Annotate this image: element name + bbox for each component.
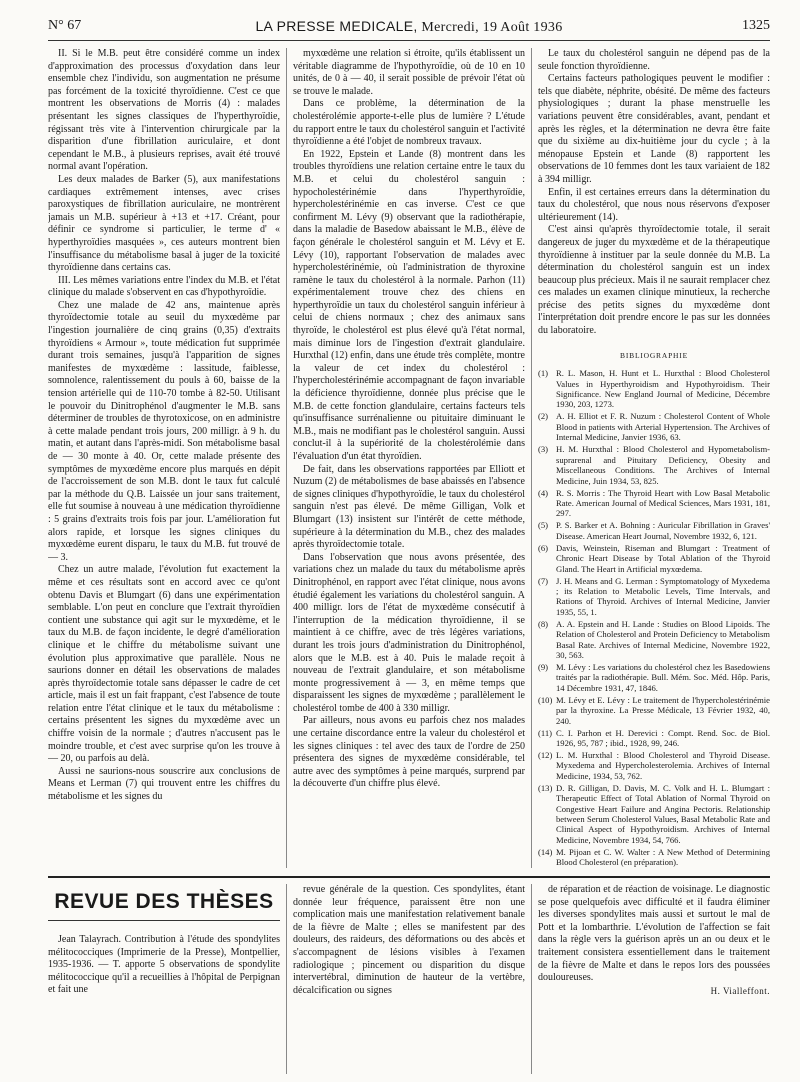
ref-number: (12) xyxy=(538,750,553,760)
bibliography-title: BIBLIOGRAPHIE xyxy=(620,350,688,360)
ref-number: (5) xyxy=(538,520,549,531)
bibliography-entry xyxy=(538,728,770,749)
bibliography-entry xyxy=(538,695,770,726)
article-body xyxy=(48,48,770,868)
ref-number: (7) xyxy=(538,575,549,586)
paragraph: C'est ainsi qu'après thyroïdectomie totale, il serait dangereux de juger du myxœdème et de la thérapeutique thyroïdienne à instituer par la seule donnée du M.B. La détermination du cholestérol sanguin est un index beaucoup plus précieux. Mais il ne saurait remplacer chez ces malades un examen clinique minutieux, la recherche précise des petits signes du myxœdème dont l'interprétation doit prendre encore le pas sur les données du laboratoire. xyxy=(538,224,770,337)
column-rule xyxy=(286,884,287,1074)
ref-text: A. H. Elliot et F. R. Nuzum : Cholesterol Content of Whole Blood in patients with Arterial Hypertension. The Archives of Internal Medicine, Janvier 1936, 63. xyxy=(556,411,770,443)
ref-text: J. H. Means and G. Lerman : Symptomatology of Myxedema ; its Relation to Metabolic Levels, Time Intervals, and Rations of Thyroid. Archives of Internal Medicine, Janvier 1935, 55, 1. xyxy=(556,575,770,617)
revue-column-1 xyxy=(48,934,280,997)
ref-number: (9) xyxy=(538,661,549,672)
ref-number: (2) xyxy=(538,411,549,422)
paragraph: En 1922, Epstein et Lande (8) montrent dans les troubles thyroïdiens une relation certaine entre le taux du M.B. et celui du cholestérol sanguin : hypocholestérinémie dans l'hyperthyroïdie, hypercholestérinémie en cas inverse. C'est ce que confirment M. Lévy (9) observant que la radiothérapie, dans la maladie de Basedow abaissant le M.B., élève de façon générale le cholestérol sanguin et M. Lévy et E. Lévy (10), rapportant l'observation de malades avec hypercholestérinémie, où l'administration de thyroxine ramène le taux du cholestérol à la normale. Parhon (11) expérimentalement trouve chez des chiens en hyperthyroïdie un taux du cholestérol sanguin inférieur à celui de chiens normaux ; chez des animaux sans thyroïde, le cholestérol est plus élevé qu'à l'état normal, mais diminue lors de l'ingestion d'extrait glandulaire. Hurxthal (12) enfin, dans une étude très complète, montre la valeur de cet index du cholestérol : l'hypercholestérinémie accompagnant de façon invariable la déficience thyroïdienne, donnée plus précise que le M.B. de cette fonction glandulaire, certains facteurs tels qu'insuffisance surrénalienne ou pituitaire diminuant le M.B., mais ne modifiant pas le cholestérol sanguin. Aussi conclut-il à la supériorité de la cholestérolémie dans l'évaluation d'un état thyroïdien. xyxy=(293,148,525,462)
bibliography-entry xyxy=(538,783,770,845)
section-heading: REVUE DES THÈSES xyxy=(48,890,280,921)
paragraph: Enfin, il est certaines erreurs dans la détermination du taux du cholestérol, que nous nous réservons d'exposer ultérieurement (14). xyxy=(538,186,770,223)
ref-text: R. L. Mason, H. Hunt et L. Hurxthal : Blood Cholesterol Values in Hyperthyroidism and Hypothyroidism. Their Significance. New England Journal of Medicine, Décembre 1930, 203, 1273. xyxy=(556,368,770,410)
ref-number: (3) xyxy=(538,444,549,455)
article-column-2 xyxy=(293,48,525,868)
ref-text: M. Lévy : Les variations du cholestérol chez les Basedowiens traités par la radiothérapie. Bull. Mém. Soc. Méd. Hôp. Paris, 14 Décembre 1931, 47, 1846. xyxy=(556,661,770,693)
ref-number: (11) xyxy=(538,727,552,738)
paragraph: revue générale de la question. Ces spondylites, étant donnée leur fréquence, paraissent être non une complication mais une manifestation relativement banale de la fièvre de Malte ; elles se manifestent par des douleurs, des raideurs, des déformations ou des abcès et s'accompagnent de lésions visibles à l'examen radiologique ; pincement ou disparition du disque intervertébral, diminution de hauteur de la vertèbre, décalcification ou signes xyxy=(293,884,525,996)
ref-text: Davis, Weinstein, Riseman and Blumgart : Treatment of Chronic Heart Disease by Total Ablation of the Thyroid Gland. The Heart in Artificial myxœdema. xyxy=(556,542,770,574)
paragraph: Chez une malade de 42 ans, maintenue après thyroïdectomie totale au seuil du myxœdème par l'ingestion journalière de cinq grains (0,35) d'extraits thyroïdiens « Armour », toute médication fut supprimée durant trois semaines, jusqu'à l'apparition de signes manifestes de myxœdème : lassitude, faiblesse, somnolence, ralentissement du pouls à 60, baisse de la tension artérielle qui de 110-70 tombe à 82-50. Utilisant le pouvoir du Dinitrophénol d'augmenter le M.B. sans déterminer de troubles de thyrotoxicose, on en administre à cette malade pendant trois jours, 200 milligr. à 9 h. du matin, et autant dans l'après-midi. Son métabolisme basal de — 30 monte à 40. Or, cette malade présente des symptômes de myxœdème encore plus marqués en dépit de l'accroissement de son M.B. dont le taux fut calculé par la méthode du Q.B. Laissée un jour sans traitement, elle fut soumise à nouveau à une médication thyroïdienne : 5 grains d'extraits trois fois par jour. L'amélioration fut alors rapide, et lorsque les signes cliniques du myxœdème eurent disparu, le taux du M.B. fut trouvé de — 3. xyxy=(48,299,280,563)
bibliography-entry xyxy=(538,750,770,781)
ref-text: A. A. Epstein and H. Lande : Studies on Blood Lipoids. The Relation of Cholesterol and Protein Deficiency to Metabolism Basal Rate. Archives of Internal Medicine, Novembre 1922, 30, 563. xyxy=(556,618,770,660)
ref-text: M. Lévy et E. Lévy : Le traitement de l'hypercholestérinémie par la thyroxine. La Presse Médicale, 13 Février 1932, 40, 240. xyxy=(556,694,770,726)
paragraph: Chez un autre malade, l'évolution fut exactement la même et ces résultats sont en accord avec ce qu'ont obtenu Davis et Blumgart (6) dans une expérimentation semblable. L'on peut en conclure que l'extrait thyroïdien contient une substance qui agit sur le myxœdème, et le taux du M.B. de façon incidente, le degré d'amélioration clinique et le chiffre du métabolisme suivant une évolution plus approximative que parallèle. Nous ne saurions donner en détail les observations de malades après thyroïdectomie totale sans dépasser le cadre de cet article, mais il est un fait frappant, c'est l'absence de toute relation entre l'état clinique et le taux du métabolisme : certains présentent les signes du myxœdème avec un chiffre voisin de la normale ; d'autres n'accusent pas le moindre trouble, et c'est avec surprise qu'on les trouve à — 20, ou parfois au delà. xyxy=(48,564,280,765)
page-number: 1325 xyxy=(742,18,770,33)
revue-des-theses-section xyxy=(48,884,770,1074)
ref-number: (6) xyxy=(538,542,549,553)
ref-text: P. S. Barker et A. Bohning : Auricular Fibrillation in Graves' Disease. American Heart Journal, Novembre 1932, 6, 121. xyxy=(556,520,770,541)
ref-number: (13) xyxy=(538,782,553,793)
paragraph: III. Les mêmes variations entre l'index du M.B. et l'état clinique du malade s'observent en cas d'hypothyroïdie. xyxy=(48,274,280,299)
section-divider xyxy=(48,876,770,878)
bibliography-entry xyxy=(538,662,770,693)
ref-number: (10) xyxy=(538,694,553,705)
paragraph: de réparation et de réaction de voisinage. Le diagnostic se pose quelquefois avec difficulté et il faudra éliminer les diverses spondylites mais aussi et surtout le mal de Pott et la lombarthrie. L'évolution de l'affection se fait dans la règle vers la guérison après un an ou deux et le traitement consistera essentiellement dans le traitement de la fièvre de Malte et dans le repos lors des poussées douloureuses. xyxy=(538,884,770,984)
bibliography-entry xyxy=(538,488,770,519)
ref-text: C. I. Parhon et H. Derevici : Compt. Rend. Soc. de Biol. 1926, 95, 787 ; ibid., 1928, 99, 246. xyxy=(556,727,770,748)
column-rule xyxy=(531,884,532,1074)
ref-number: (8) xyxy=(538,618,549,629)
ref-text: D. R. Gilligan, D. Davis, M. C. Volk and H. L. Blumgart : Therapeutic Effect of Total Ablation of Normal Thyroid on Congestive Heart Failure and Angina Pectoris. Relationship between Serum Cholesterol Values, Basal Metabolic Rate and Clinical Aspect of Hypothyroidism. Archives of Internal Medicine, Novembre 1934, 54, 766. xyxy=(556,782,770,845)
bibliography-entry xyxy=(538,444,770,486)
bibliography-entry xyxy=(538,411,770,442)
revue-column-2 xyxy=(293,884,525,997)
bibliography-entry xyxy=(538,368,770,410)
ref-text: H. M. Hurxthal : Blood Cholesterol and Hypometabolism-suprarenal and Pituitary Deficiency, Obesity and Miscellaneous Conditions. The Archives of Internal Medicine, Juin 1934, 53, 825. xyxy=(556,444,770,486)
article-column-3 xyxy=(538,48,770,868)
paragraph: Les deux malades de Barker (5), aux manifestations cardiaques extrêmement intenses, avec crises paroxystiques de fibrillation auriculaire, ne montrèrent jamais un M.B. supérieur à +13 et +17. Créant, pour définir ce syndrome si particulier, le terme d' « hyperthyroïdies masquées », ces auteurs montrent bien l'insuffisance du métabolisme basal à juger de la toxicité thyroïdienne dans certains cas. xyxy=(48,173,280,274)
paragraph: myxœdème une relation si étroite, qu'ils établissent un véritable diagramme de l'hypothyroïdie, où de 10 en 10 unités, de 0 à — 40, il serait possible de prévoir l'état où se trouve le malade. xyxy=(293,48,525,97)
ref-text: L. M. Hurxthal : Blood Cholesterol and Thyroid Disease. Myxedema and Hypercholesterolemia. Archives of Internal Medicine, 1934, 53, 762. xyxy=(556,750,770,781)
journal-title: LA PRESSE MEDICALE, xyxy=(255,18,418,34)
issue-number: N° 67 xyxy=(48,18,82,33)
revue-column-3 xyxy=(538,884,770,997)
bibliography-entry xyxy=(538,576,770,618)
bibliography-entry xyxy=(538,619,770,661)
paragraph: II. Si le M.B. peut être considéré comme un index d'approximation des processus d'oxydation dans leur ensemble chez l'individu, son augmentation ne présume pas forcément de la toxicité thyroïdienne. C'est ce que montrent les observations de Morris (4) : malades présentant les signes classiques de l'hyperthyroïdie, régissant très vite à l'intervention chirurgicale par la disparition d'une fibrillation auriculaire, et dont cependant le M.B., à plusieurs reprises, avait été trouvé normal avant l'opération. xyxy=(48,48,280,173)
paragraph: Le taux du cholestérol sanguin ne dépend pas de la seule fonction thyroïdienne. xyxy=(538,48,770,72)
bibliography-entry xyxy=(538,543,770,574)
page-header xyxy=(48,14,770,41)
author-signature: H. Vialleffont. xyxy=(710,985,770,996)
ref-number: (14) xyxy=(538,846,553,857)
bibliography-entry xyxy=(538,520,770,541)
journal-masthead xyxy=(48,18,770,36)
paragraph: Dans l'observation que nous avons présentée, des variations chez un malade du taux du métabolisme après Dinitrophénol, en rapport avec l'état clinique, nous avons étudié également les variations du cholestérol sanguin. A 400 milligr. lors de l'état de myxœdème consécutif à l'interruption de la médication thyroïdienne, il se maintient à ce chiffre, avec de très légères variations, durant les trois jours d'administration du Dinitrophénol, alors que le M.B. est à 40. Puis le malade reçoit à nouveau de l'extrait glandulaire, et son métabolisme monte progressivement à — 3, en même temps que disparaissent les signes de myxœdème ; parallèlement le cholestérol tombe de 400 à 330 milligr. xyxy=(293,551,525,714)
paragraph: Jean Talayrach. Contribution à l'étude des spondylites mélitococciques (Imprimerie de la Presse), Montpellier, 1935-1936. — T. apporte 5 observations de spondylite mélitococcique qu'il a recueillies à l'hôpital de Perpignan et fait une xyxy=(48,934,280,996)
column-rule xyxy=(531,48,532,868)
paragraph: De fait, dans les observations rapportées par Elliott et Nuzum (2) de métabolismes de base abaissés en l'absence de signes cliniques d'hypothyroïdie, le taux du cholestérol sanguin n'est pas élevé. De même Gilligan, Volk et Blumgart (13) insistent sur l'intérêt de cette méthode, supérieure à la détermination du M.B., chez des malades après thyroïdectomie totale. xyxy=(293,463,525,551)
journal-page xyxy=(48,14,770,1074)
article-column-1 xyxy=(48,48,280,868)
bibliography-entry xyxy=(538,847,770,868)
ref-text: R. S. Morris : The Thyroid Heart with Low Basal Metabolic Rate. American Journal of Medical Sciences, Mars 1931, 181, 297. xyxy=(556,487,770,519)
paragraph: Par ailleurs, nous avons eu parfois chez nos malades une certaine discordance entre la valeur du cholestérol et les signes cliniques : tel avec des taux de l'ordre de 250 présentera des signes de myxœdème considérable, tel autre avec des symptômes à peine marqués, surprend par la découverte d'un chiffre plus élevé. xyxy=(293,715,525,790)
ref-number: (1) xyxy=(538,368,549,379)
paragraph: Aussi ne saurions-nous souscrire aux conclusions de Means et Lerman (7) qui trouvent entre les chiffres du métabolisme et les signes du xyxy=(48,765,280,803)
ref-number: (4) xyxy=(538,487,549,498)
paragraph: Dans ce problème, la détermination de la cholestérolémie apporte-t-elle plus de lumière ? L'étude du rapport entre le taux du cholestérol sanguin et l'activité thyroïdienne a été l'objet de nombreux travaux. xyxy=(293,98,525,148)
column-rule xyxy=(286,48,287,868)
ref-text: M. Pijoan et C. W. Walter : A New Method of Determining Blood Cholesterol (en préparation). xyxy=(556,846,770,868)
issue-date: Mercredi, 19 Août 1936 xyxy=(421,20,563,35)
paragraph: Certains facteurs pathologiques peuvent le modifier : tels que diabète, néphrite, obésité. De même des facteurs physiologiques ; durant la phase menstruelle les variations peuvent être considérables, avant, pendant et après les règles, et la détermination ne devra être faite que du sixième au dix-huitième jour du cycle ; à la ménopause Epstein et Lande (8) rapportent les observations de 10 femmes dont les taux variaient de 182 à 394 milligr. xyxy=(538,73,770,185)
bibliography-list xyxy=(538,368,770,867)
